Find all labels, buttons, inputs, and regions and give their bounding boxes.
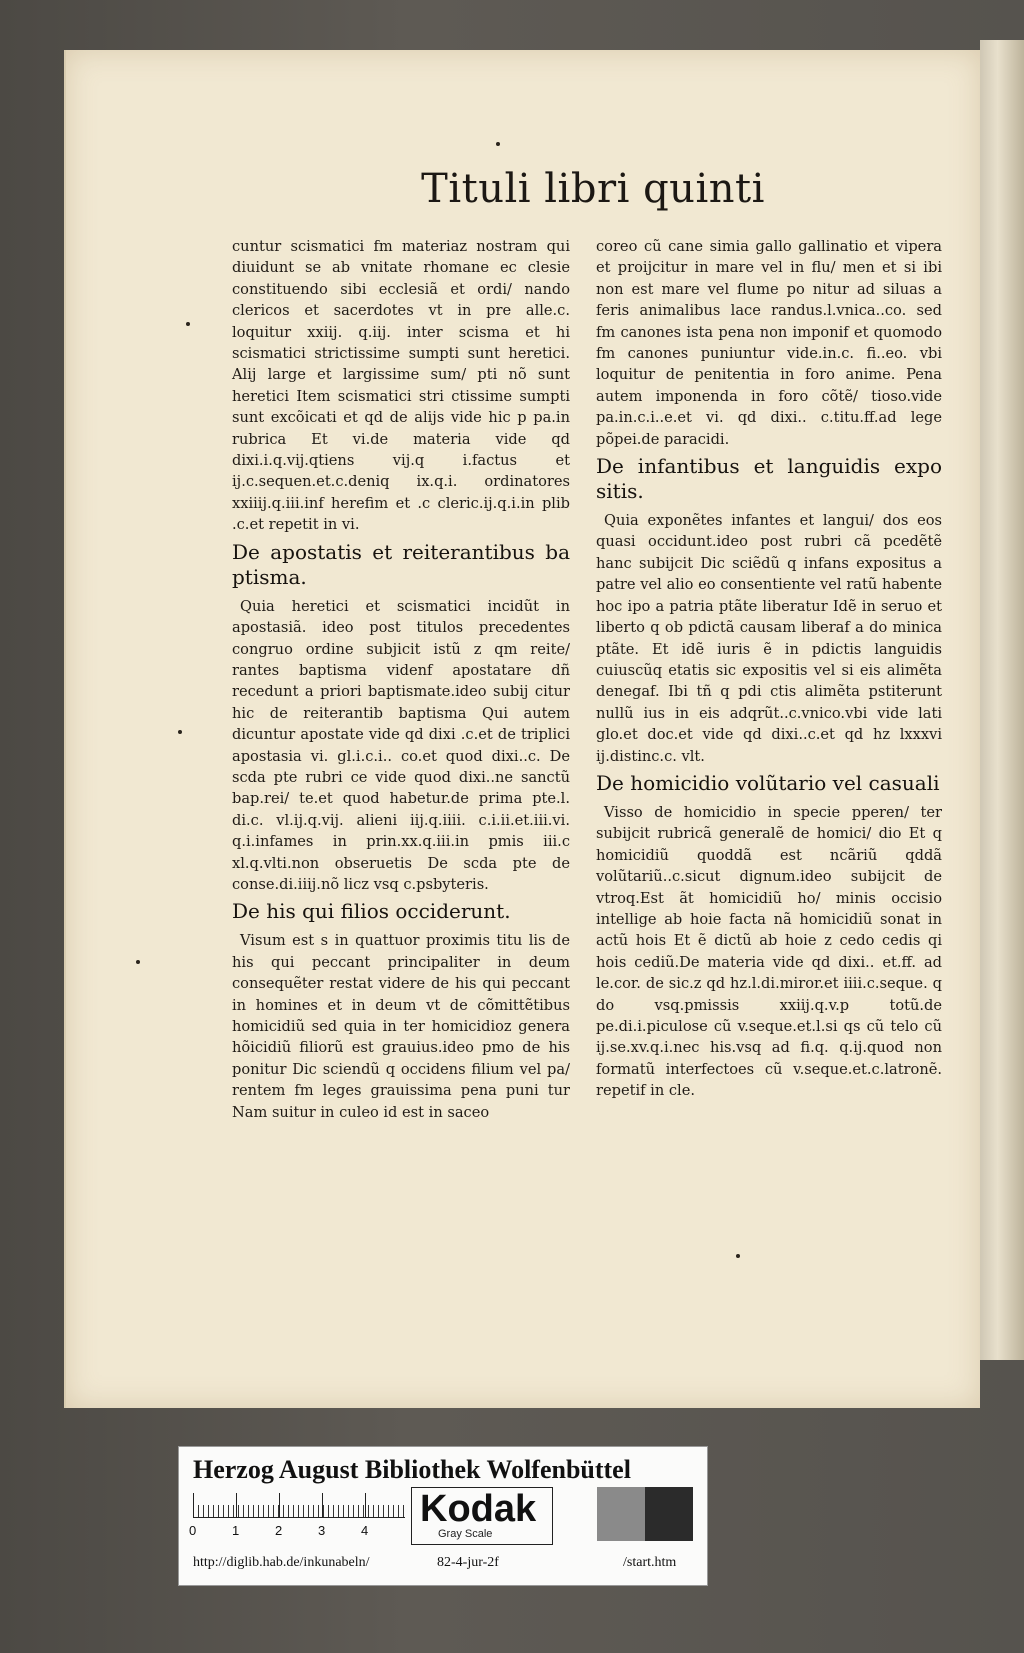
ruler-number: 3	[318, 1523, 326, 1538]
gray-scale-label: Gray Scale	[438, 1528, 493, 1540]
ruler-tick	[365, 1493, 366, 1517]
book-page	[64, 50, 980, 1408]
left-column	[232, 236, 570, 1123]
dark-patch	[645, 1487, 693, 1541]
ruler-tick	[193, 1493, 194, 1517]
ruler-number: 2	[275, 1523, 283, 1538]
scale-ruler	[193, 1493, 405, 1518]
left-heading-2: De his qui filios occiderunt.	[232, 899, 511, 924]
kodak-logo-box	[411, 1487, 553, 1545]
right-column	[596, 236, 942, 1102]
ink-speck	[178, 730, 182, 734]
kodak-logo: Kodak	[420, 1488, 537, 1530]
left-heading-1: De apostatis et reiterantibus ba ptisma.	[232, 539, 570, 589]
ruler-tick	[236, 1493, 237, 1517]
ruler-number: 4	[361, 1523, 369, 1538]
left-paragraph-1: cuntur scismatici fm materiaz nostram qui diuidunt se ab vnitate rhomane ec clesie constituendo sibi ecclesiã et ordi/ nando clericos et sacerdotes vt in pre alle.c. loquitur xxiij. q.iij. inter scisma et hi scismatici strictissime sumpti sunt heretici. Alij large et largissime sum/ pti nõ sunt heretici Item scismatici stri ctissime sumpti sunt excõicati et qd de alijs vide hic p pa.in rubrica Et vi.de materia vide qd dixi.i.q.vij.qtiens vij.q i.factus et ij.c.sequen.et.c.deniq ix.q.i. ordinatores xxiiij.q.iii.inf herefim et .c cleric.ij.q.i.in plib .c.et repetit in vi.	[232, 238, 570, 534]
left-paragraph-3: Visum est s in quattuor proximis titu lis de his qui peccant principaliter in deum consequẽter restat videre de his qui peccant in homines et in deum vt de cõmittẽtibus homicidiũ sed quia in ter homicidioz genera hõicidiũ filiorũ est grauius.ideo pmo de his ponitur Dic sciendũ q occidens filium vel pa/ rentem fm leges grauissima pena puni tur Nam suitur in culeo id est in saceo	[232, 932, 570, 1121]
page-ref: /start.htm	[623, 1555, 677, 1570]
ruler-number: 0	[189, 1523, 197, 1538]
running-head: Tituli libri quinti	[421, 166, 765, 212]
left-paragraph-2: Quia heretici et scismatici incidũt in apostasiã. ideo post titulos precedentes congruo ordine subjicit istũ z qm reite/ rantes baptisma videnf apostatare dñ recedunt a priori baptismate.ideo subij citur hic de reiterantib baptisma Qui autem dicuntur apostate vide qd dixi .c.et de triplici apostasia vi. gl.i.c.i.. co.et quod dixi..c. De scda pte rubri ce vide quod dixi..ne sanctũ bap.rei/ te.et quod habetur.de prima pte.l. di.c. vl.ij.q.vij. alieni iij.q.iiii. c.i.ii.et.iii.vi. q.i.infames in prin.xx.q.iii.in pmis iii.c xl.q.vlti.non obseruetis De scda pte de conse.di.iiij.nõ licz vsq c.psbyteris.	[232, 597, 570, 893]
right-paragraph-3: Visso de homicidio in specie pperen/ ter subijcit rubricã generalẽ de homici/ dio Et q homicidiũ quoddã est ncãriũ qddã volũtariũ..c.sicut dignum.ideo subijcit de vtroq.Est ãt homicidiũ ho/ minis occisio intellige ab hoie facta nã homicidiũ sonat in actũ hois Et ẽ dictũ ab hoie z cedo cedis qi hois cediũ.De materia vide qd dixi.. et.ff. ad le.cor. de sic.z qd hz.l.di.miror.et iiii.c.seque. q do vsq.pmissis xxiij.q.v.p totũ.de pe.di.i.piculose cũ v.seque.et.l.si qs cũ telo cũ ij.se.xv.q.i.nec his.vsq ad fi.q. q.ij.quod non formatũ interfectoes cũ v.seque.et.c.latronẽ. repetif in cle.	[596, 803, 942, 1100]
shelfmark: 82-4-jur-2f	[437, 1555, 499, 1570]
library-name: Herzog August Bibliothek Wolfenbüttel	[193, 1455, 631, 1484]
gray-patch	[597, 1487, 645, 1541]
archive-url: http://diglib.hab.de/inkunabeln/	[193, 1555, 370, 1570]
ruler-tick	[322, 1493, 323, 1517]
ruler-number: 1	[232, 1523, 240, 1538]
ink-speck	[186, 322, 190, 326]
ruler-tick	[279, 1493, 280, 1517]
right-paragraph-2: Quia exponẽtes infantes et langui/ dos eos quasi occidunt.ideo post rubri cã pcedẽtẽ hanc subijcit Dic sciẽdũ q infans expositus a patre vel alio eo consentiente vel ratũ habente hoc ipo a patria ptãte liberatur Idẽ in seruo et liberto q ob pdictã causam liberaf a do minica ptãte. Et idẽ iuris ẽ in pdictis languidis cuiuscũq etatis sic expositis vel si eis alimẽta denegaf. Ibi tñ q pdi ctis alimẽta pstiterunt nullũ ius in eis adqrũt..c.vnico.vbi vide lati glo.et doc.et vide qd dixi..c.et qd hz lxxxvi ij.distinc.c. vlt.	[596, 512, 942, 765]
archive-color-card	[178, 1446, 708, 1586]
right-heading-2: De homicidio volũtario vel casuali	[596, 770, 940, 795]
adjacent-page-edge	[980, 40, 1024, 1360]
ink-speck	[736, 1254, 740, 1258]
right-heading-1: De infantibus et languidis expo sitis.	[596, 454, 942, 504]
ink-speck	[496, 142, 500, 146]
ink-speck	[136, 960, 140, 964]
right-paragraph-1: coreo cũ cane simia gallo gallinatio et vipera et proijcitur in mare vel in flu/ men et si ibi non est mare vel flume po nitur ad siluas a feris animalibus lace randus.l.vnica..co. sed fm canones ista pena non imponif et quomodo fm canones puniuntur vide.in.c. fi..eo. vbi loquitur de penitentia in foro anime. Pena autem imponenda in foro cõtẽ/ tioso.vide pa.in.c.i..e.et vi. qd dixi.. c.titu.ff.ad lege põpei.de paracidi.	[596, 238, 942, 448]
